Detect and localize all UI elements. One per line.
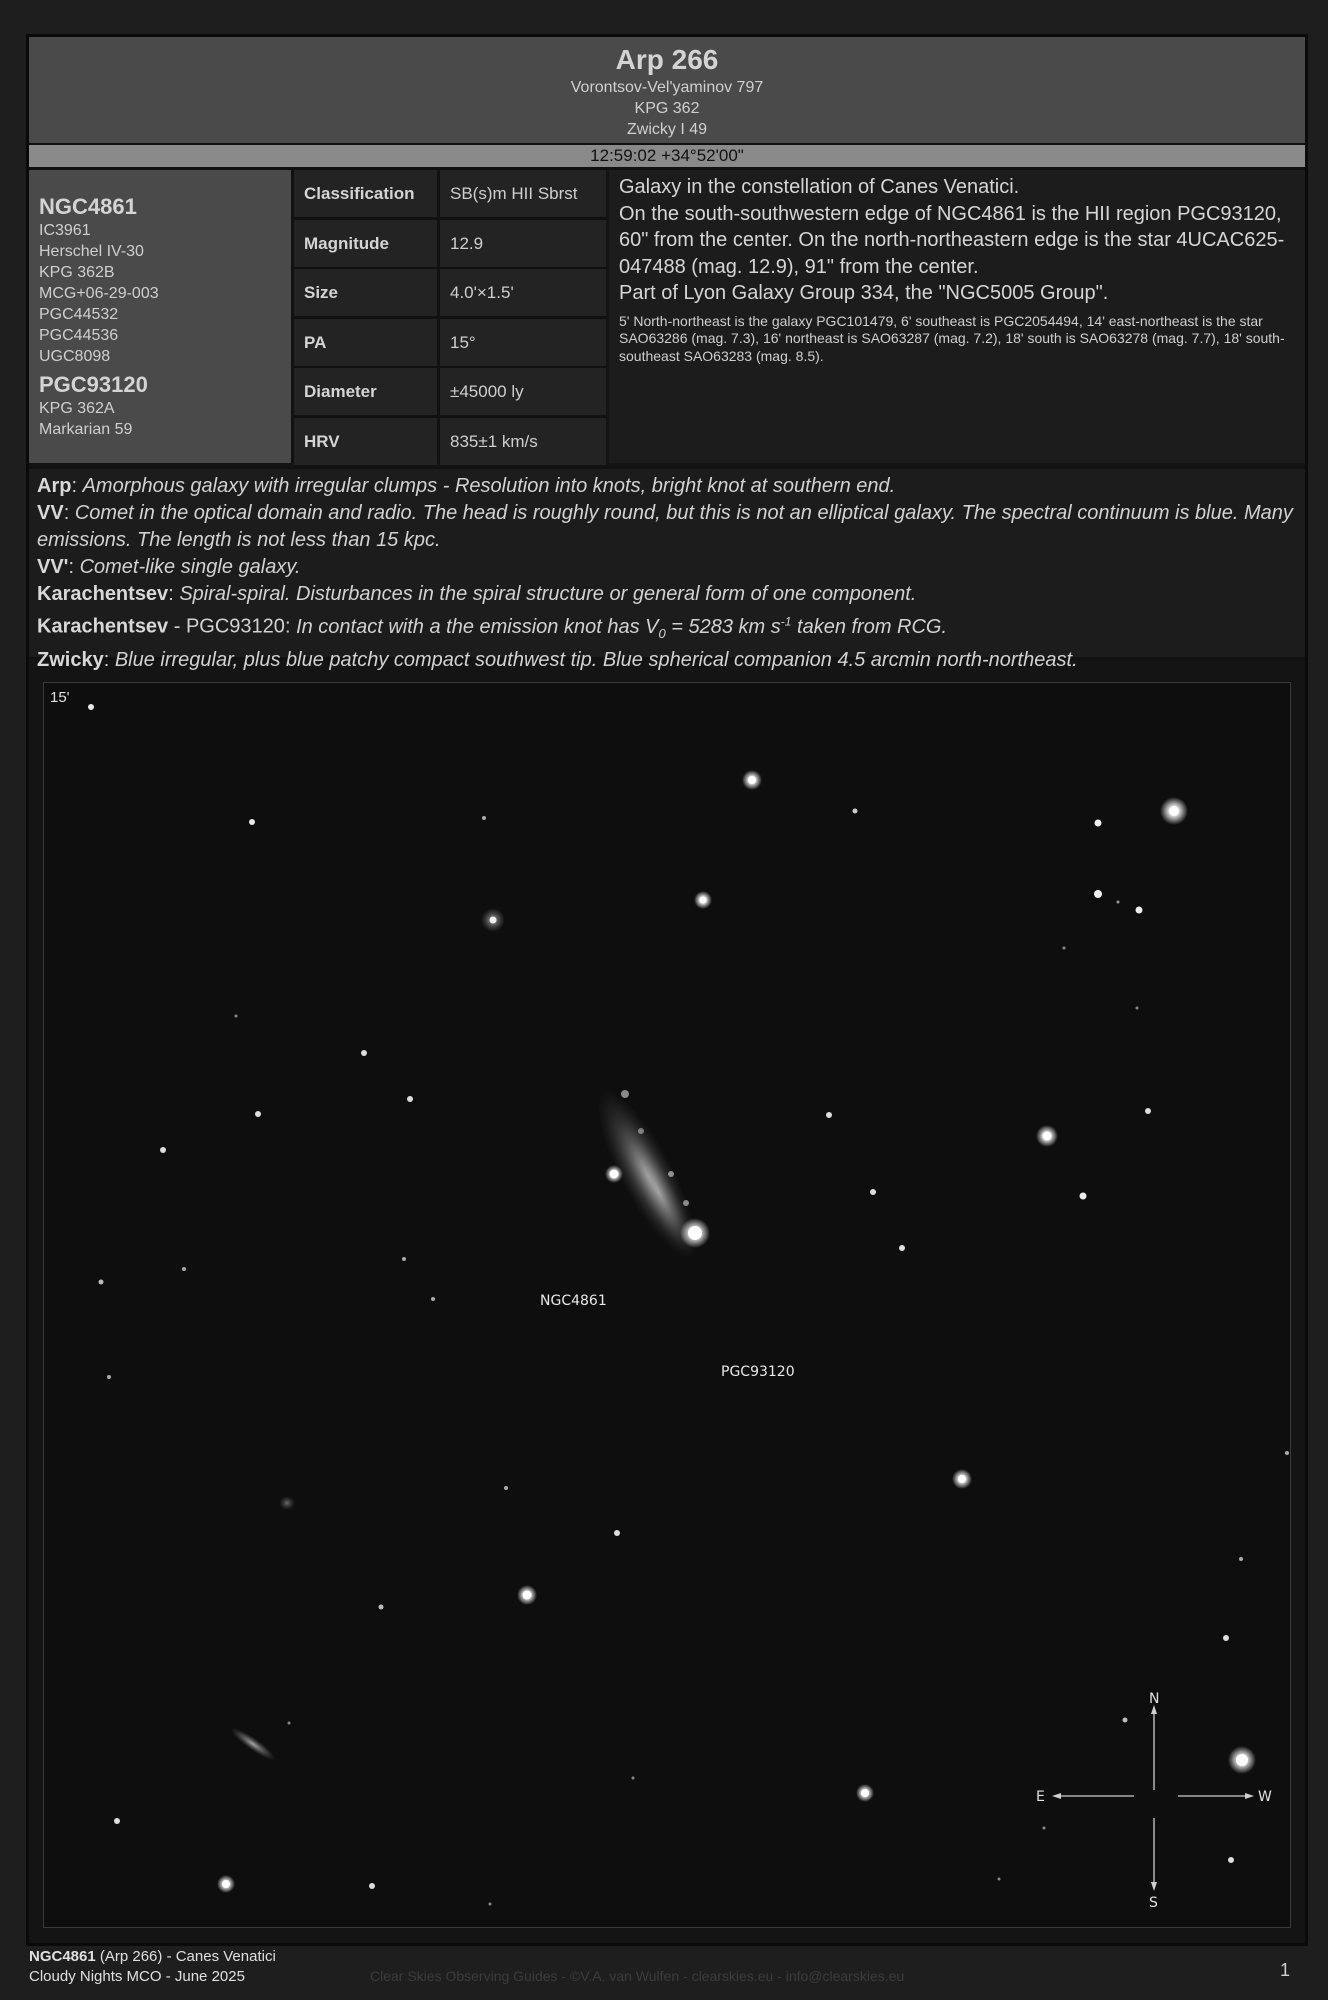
star [523,1591,532,1600]
star [958,1475,966,1483]
star [489,1903,492,1906]
knot [683,1200,689,1206]
property-value: 15° [440,319,606,366]
footer-credit: Clear Skies Observing Guides - ©V.A. van Wulfen - clearskies.eu - info@clearskies.eu [370,1968,905,1984]
property-row [294,220,606,267]
alias: Markarian 59 [39,421,133,438]
note-text: Comet-like single galaxy. [79,556,301,578]
alias: MCG+06-29-003 [39,285,159,302]
star [870,1189,876,1195]
note-text: Comet in the optical domain and radio. The head is roughly round, but this is not an elliptical galaxy. The spectral continuum is blue. Many emissions. The length is not less than 15 kpc. [37,502,1293,551]
note-zwicky: Zwicky: Blue irregular, plus blue patchy compact southwest tip. Blue spherical companion 4.5 arcmin north-northeast. [37,648,1078,671]
compass-s: S [1149,1895,1158,1911]
alias: UGC8098 [39,348,111,365]
star [1123,1718,1128,1723]
star [107,1375,111,1379]
object-title: Arp 266 [615,44,719,75]
object-header [29,37,1305,145]
property-row [294,368,606,415]
star [402,1257,406,1261]
star [614,1530,620,1536]
star [1145,1108,1151,1114]
alt-name: KPG 362 [634,100,700,117]
property-value: 12.9 [440,220,606,267]
note-text: Spiral-spiral. Disturbances in the spiral structure or general form of one component. [179,583,917,605]
foreground-star [610,1170,619,1179]
property-row [294,170,606,217]
description-main: Galaxy in the constellation of Canes Venatici. On the south-southwestern edge of NGC4861 is the HII region PGC93120, 60" from the center. On the north-northeastern edge is the star 4UCAC625-047488 (mag. 12.9), 91" from the center. Part of Lyon Galaxy Group 334, the "NGC5005 Group". [619,176,1285,304]
star [288,1722,291,1725]
star [1236,1754,1248,1766]
star [114,1818,120,1824]
knot [638,1128,644,1134]
sky-image [43,682,1291,1928]
footer-object-rest: (Arp 266) - Canes Venatici [95,1948,276,1965]
note-label: VV' [37,556,69,578]
star [1136,1007,1139,1010]
star [700,897,707,904]
star [369,1883,375,1889]
star [431,1297,435,1301]
star [632,1777,635,1780]
compass-e: E [1036,1789,1045,1805]
star [249,819,255,825]
note-subscript: 0 [658,625,666,641]
coordinates-bar: 12:59:02 +34°52'00" [29,145,1305,170]
alias: Herschel IV-30 [39,243,144,260]
sky-background [44,683,1290,1927]
star [182,1267,186,1271]
star [1223,1635,1229,1641]
note-text-part: taken from RCG. [791,615,948,638]
property-label: Diameter [294,368,437,415]
star [998,1878,1001,1881]
star [899,1245,905,1251]
note-text: Blue irregular, plus blue patchy compact southwest tip. Blue spherical companion 4.5 arcmin north-northeast. [114,648,1078,671]
sky-image-svg [44,683,1290,1927]
property-label: Size [294,269,437,316]
catalog-notes [29,466,1305,671]
note-text-part: = 5283 km s [665,615,781,638]
description-surroundings: 5' North-northeast is the galaxy PGC101479, 6' southeast is PGC2054494, 14' east-northeast is the star SAO63286 (mag. 7.3), 16' northeast is SAO63287 (mag. 7.2), 18' south is SAO63278 (mag. 7.7), 18' south-southeast SAO63283 (mag. 8.5). [619,312,1285,364]
alias: IC3961 [39,222,91,239]
primary-designation: NGC4861 [39,194,137,219]
page-frame [26,34,1308,1946]
property-row [294,269,606,316]
star [490,917,497,924]
star [1094,890,1102,898]
alt-name: Zwicky I 49 [626,121,707,138]
property-row [294,418,606,465]
alias: KPG 362B [39,264,115,281]
star [1239,1557,1243,1561]
page-number: 1 [1279,1960,1290,1980]
star [1169,806,1179,816]
note-arp: Arp: Amorphous galaxy with irregular clumps - Resolution into knots, bright knot at southern end. [37,475,896,497]
pgc93120-knot [688,1226,702,1240]
star [235,1015,238,1018]
property-value: 4.0'×1.5' [440,269,606,316]
property-label: PA [294,319,437,366]
star [853,809,858,814]
knot [621,1090,629,1098]
knot [668,1171,674,1177]
note-karachentsev-pgc: Karachentsev - PGC93120: In contact with a the emission knot has $V_0 = 5283$ km $s^{-1}$ taken from RCG. [37,614,948,641]
secondary-designation: PGC93120 [39,372,148,397]
alias: PGC44532 [39,306,119,323]
compass-w: W [1258,1789,1272,1805]
galaxy-label: NGC4861 [540,1293,607,1309]
star [160,1147,166,1153]
star [482,816,486,820]
star [748,776,756,784]
compass-n: N [1149,1691,1160,1707]
star [826,1112,832,1118]
note-karachentsev: Karachentsev: Spiral-spiral. Disturbances in the spiral structure or general form of one component. [37,583,917,605]
star [1095,820,1102,827]
star [1117,901,1120,904]
note-label: Karachentsev [37,615,169,638]
note-label: VV [37,502,64,524]
note-object: PGC93120 [185,615,285,638]
star [88,704,94,710]
footer-source: Cloudy Nights MCO - June 2025 [29,1968,245,1985]
star [1043,1827,1046,1830]
star [1285,1451,1289,1455]
property-row [294,319,606,366]
star [99,1280,104,1285]
star [1136,907,1143,914]
star [407,1096,413,1102]
property-value: SB(s)m HII Sbrst [440,170,606,217]
faint-galaxy [279,1496,295,1510]
note-text [296,614,948,641]
scale-label: 15' [50,689,70,706]
identifier-panel [29,170,294,463]
footer-object: NGC4861 [29,1948,96,1965]
property-value: 835±1 km/s [440,418,606,465]
alt-name: Vorontsov-Vel'yaminov 797 [570,79,764,96]
star [222,1880,230,1888]
property-label: HRV [294,418,437,465]
note-vv-prime: VV': Comet-like single galaxy. [37,556,301,578]
star [1228,1857,1234,1863]
alias: PGC44536 [39,327,119,344]
footer-info [29,1947,276,1987]
star [1063,947,1066,950]
property-value: ±45000 ly [440,368,606,415]
note-label: Zwicky [37,648,104,671]
property-label: Classification [294,170,437,217]
star [361,1050,367,1056]
star [1080,1193,1087,1200]
note-superscript: -1 [780,614,792,628]
note-label: Karachentsev [37,583,169,605]
properties-table [294,170,606,463]
star [504,1486,508,1490]
note-label: Arp [37,475,72,497]
star [255,1111,261,1117]
star [379,1605,384,1610]
star [861,1789,869,1797]
property-label: Magnitude [294,220,437,267]
star [1043,1132,1052,1141]
note-vv: VV: Comet in the optical domain and radio. The head is roughly round, but this is not an elliptical galaxy. The spectral continuum is blue. Many emissions. The length is not less than 15 kpc. [37,502,1293,551]
alias: KPG 362A [39,400,115,417]
footer-object-line [29,1947,276,1967]
note-text: Amorphous galaxy with irregular clumps - Resolution into knots, bright knot at southern end. [82,475,896,497]
knot-label: PGC93120 [721,1364,795,1380]
note-text-part: In contact with a the emission knot has V [296,615,659,638]
description-panel [609,170,1305,463]
